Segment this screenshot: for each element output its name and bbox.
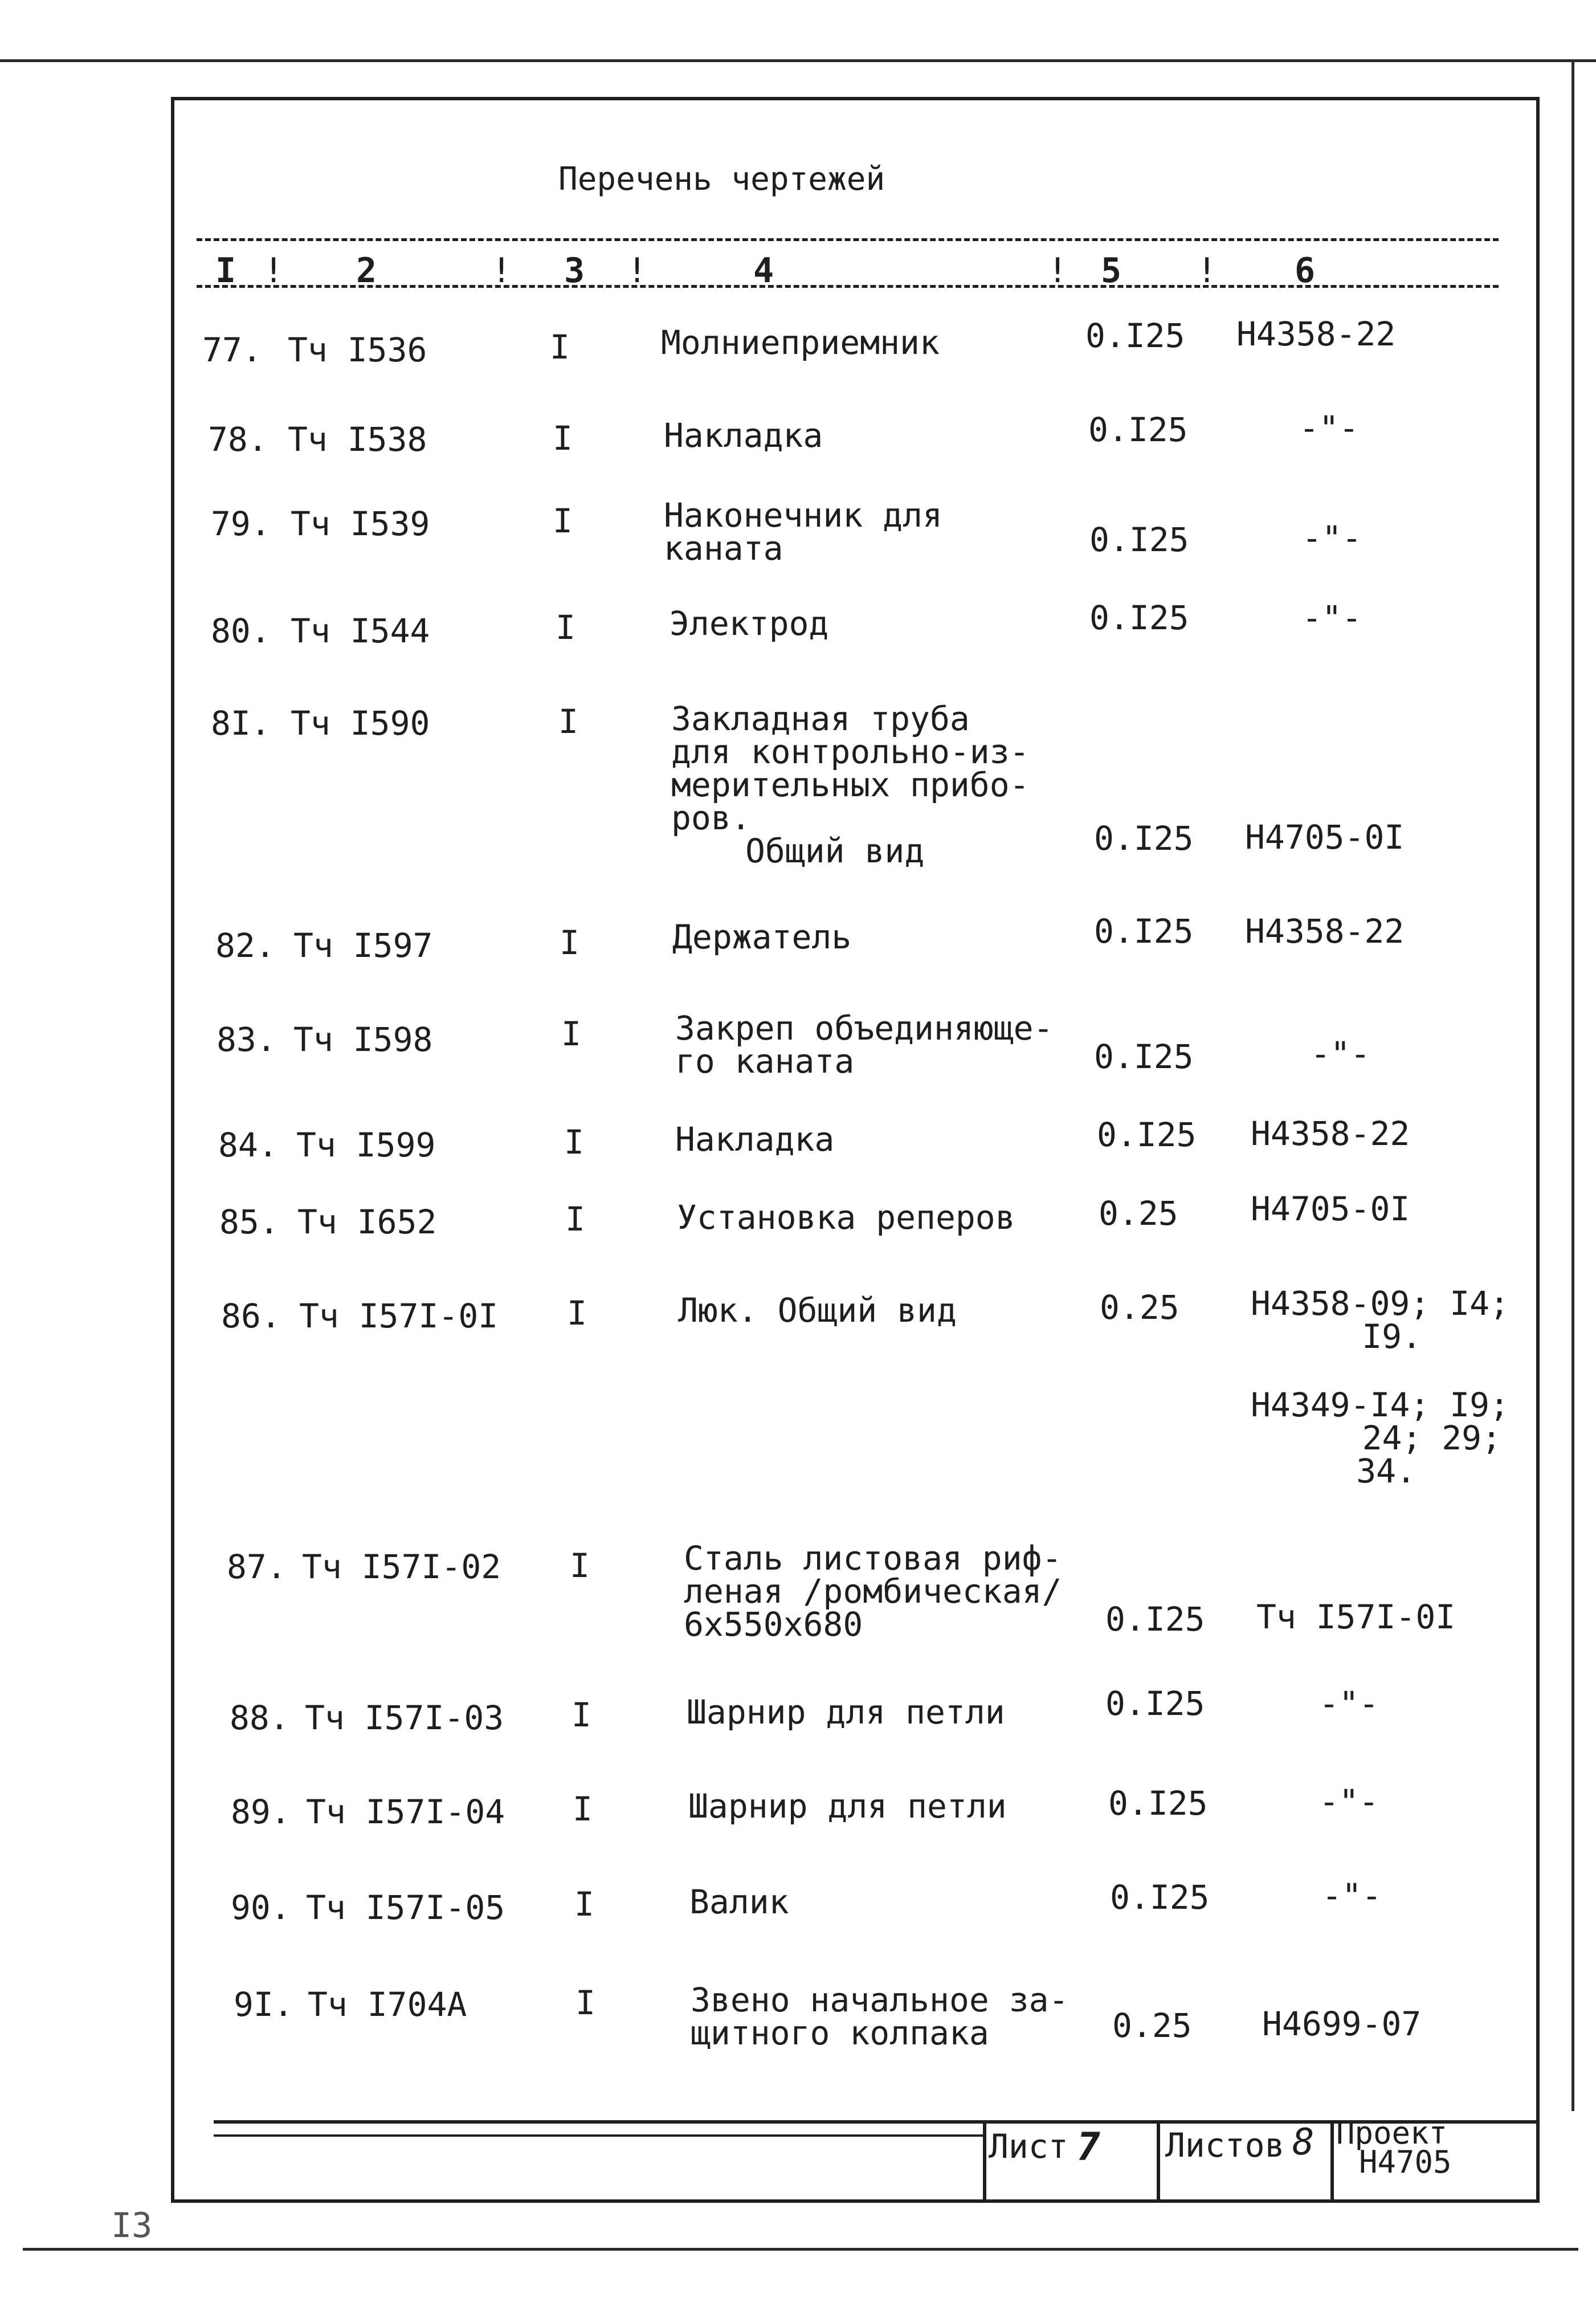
row-code: Тч I536: [288, 331, 427, 369]
row-weight: 0.25: [1100, 1288, 1179, 1327]
sheets-count: 8: [1292, 2121, 1315, 2163]
row-name: Люк. Общий вид: [678, 1291, 957, 1330]
row-name: Закладная труба для контрольно-из- мерительных прибо- ров. Общий вид: [671, 699, 1030, 870]
row-weight: 0.I25: [1110, 1878, 1210, 1917]
row-name: Установка реперов: [677, 1198, 1015, 1237]
col-separator: !: [491, 251, 512, 291]
row-code: Тч I57I-0I: [299, 1297, 499, 1335]
col-separator: !: [263, 251, 284, 291]
title-block-divider: [1157, 2120, 1160, 2203]
row-name: Закреп объединяюще- го каната: [675, 1009, 1054, 1081]
col-header-4: 4: [753, 251, 774, 291]
col-header-1: I: [215, 251, 236, 291]
row-qty: I: [572, 1696, 591, 1734]
row-qty: I: [573, 1790, 593, 1828]
project-code: Н4705: [1359, 2144, 1452, 2180]
row-weight: 0.I25: [1088, 410, 1188, 449]
row-qty: I: [570, 1546, 590, 1585]
row-weight: 0.25: [1099, 1194, 1178, 1233]
row-ref: Тч I57I-0I: [1256, 1598, 1456, 1636]
row-qty: I: [556, 608, 575, 647]
row-weight: 0.I25: [1094, 819, 1194, 858]
row-qty: I: [558, 702, 578, 741]
row-ref: -"-: [1311, 1034, 1370, 1073]
row-name: Держатель: [672, 918, 852, 956]
col-separator: !: [627, 251, 648, 291]
row-code: Тч I544: [291, 612, 430, 650]
row-number: 86.: [221, 1297, 281, 1335]
row-qty: I: [553, 419, 573, 458]
row-code: Тч I704А: [308, 1985, 467, 2024]
row-weight: 0.I25: [1089, 598, 1189, 637]
row-number: 78.: [208, 420, 268, 459]
row-number: 85.: [219, 1203, 279, 1241]
margin-mark: I3: [111, 2206, 153, 2246]
page-edge-top: [0, 59, 1596, 62]
row-qty: I: [560, 923, 579, 962]
row-number: 82.: [215, 926, 275, 965]
row-name: Наконечник для каната: [664, 496, 942, 568]
row-code: Тч I57I-04: [306, 1792, 505, 1831]
row-ref: -"-: [1319, 1782, 1379, 1821]
row-number: 90.: [231, 1888, 291, 1927]
row-ref: Н4358-22: [1245, 912, 1405, 951]
sheets-label: Листов: [1165, 2126, 1285, 2165]
row-ref: Н4358-09; I4; I9. Н4349-I4; I9; 24; 29; 34.: [1251, 1284, 1509, 1490]
header-dash-top: [197, 238, 1499, 241]
col-header-3: 3: [564, 251, 585, 291]
row-number: 88.: [230, 1698, 289, 1737]
row-qty: I: [550, 328, 570, 366]
row-weight: 0.I25: [1085, 316, 1185, 355]
row-name: Валик: [689, 1883, 789, 1921]
row-ref: Н4705-0I: [1245, 818, 1405, 857]
col-header-6: 6: [1295, 251, 1316, 291]
page-edge-bottom: [23, 2248, 1578, 2251]
col-header-2: 2: [356, 251, 377, 291]
row-qty: I: [564, 1123, 584, 1162]
row-ref: -"-: [1322, 1876, 1382, 1915]
row-code: Тч I57I-02: [302, 1547, 501, 1586]
row-qty: I: [565, 1200, 585, 1238]
row-number: 9I.: [234, 1985, 293, 2024]
row-code: Тч I57I-03: [305, 1698, 504, 1737]
row-number: 80.: [211, 612, 271, 650]
row-name: Шарнир для петли: [688, 1787, 1007, 1826]
row-code: Тч I598: [293, 1020, 433, 1059]
row-ref: Н4358-22: [1236, 315, 1396, 353]
title-block-inner-line: [214, 2134, 983, 2137]
row-weight: 0.I25: [1089, 520, 1189, 559]
row-name: Молниеприемник: [661, 323, 940, 362]
row-number: 87.: [227, 1547, 287, 1586]
row-weight: 0.I25: [1108, 1784, 1208, 1823]
row-weight: 0.I25: [1094, 912, 1194, 951]
row-number: 79.: [211, 504, 271, 543]
sheet-number: 7: [1077, 2125, 1100, 2170]
title-block-divider: [1330, 2120, 1334, 2203]
row-qty: I: [567, 1294, 587, 1333]
row-number: 8I.: [211, 704, 271, 743]
document-title: Перечень чертежей: [558, 161, 885, 198]
row-number: 77.: [202, 331, 262, 369]
col-separator: !: [1047, 251, 1068, 291]
row-qty: I: [575, 1983, 595, 2022]
row-name: Накладка: [675, 1120, 835, 1159]
row-name: Звено начальное за- щитного колпака: [691, 1981, 1069, 2052]
row-weight: 0.25: [1112, 2006, 1192, 2045]
row-qty: I: [561, 1014, 581, 1053]
row-qty: I: [574, 1885, 594, 1924]
row-number: 84.: [218, 1126, 278, 1164]
page-edge-right: [1571, 59, 1574, 2111]
row-name: Накладка: [664, 416, 823, 455]
row-weight: 0.I25: [1105, 1684, 1205, 1723]
row-ref: Н4358-22: [1251, 1114, 1410, 1153]
row-ref: -"-: [1302, 598, 1362, 637]
row-code: Тч I538: [288, 420, 427, 459]
row-code: Тч I652: [297, 1203, 437, 1241]
row-weight: 0.I25: [1097, 1115, 1197, 1154]
row-code: Тч I539: [291, 504, 430, 543]
row-ref: -"-: [1299, 409, 1359, 447]
project-label: Проект: [1336, 2115, 1448, 2151]
row-code: Тч I599: [296, 1126, 436, 1164]
col-separator: !: [1197, 251, 1218, 291]
row-code: Тч I590: [291, 704, 430, 743]
sheet-label: Лист: [989, 2127, 1068, 2166]
col-header-5: 5: [1101, 251, 1122, 291]
row-weight: 0.I25: [1105, 1600, 1205, 1639]
row-name: Сталь листовая риф- леная /ромбическая/ 6х550х680: [684, 1539, 1062, 1644]
row-code: Тч I57I-05: [306, 1888, 505, 1927]
row-code: Тч I597: [293, 926, 433, 965]
row-ref: -"-: [1319, 1684, 1379, 1723]
row-name: Электрод: [670, 604, 829, 643]
title-block-divider: [983, 2120, 986, 2203]
row-ref: Н4699-07: [1262, 2004, 1422, 2043]
row-number: 89.: [231, 1792, 291, 1831]
row-number: 83.: [217, 1020, 276, 1059]
row-weight: 0.I25: [1094, 1037, 1194, 1076]
row-qty: I: [553, 502, 573, 540]
row-name: Шарнир для петли: [687, 1693, 1005, 1731]
row-ref: -"-: [1302, 519, 1362, 557]
row-ref: Н4705-0I: [1251, 1189, 1410, 1228]
